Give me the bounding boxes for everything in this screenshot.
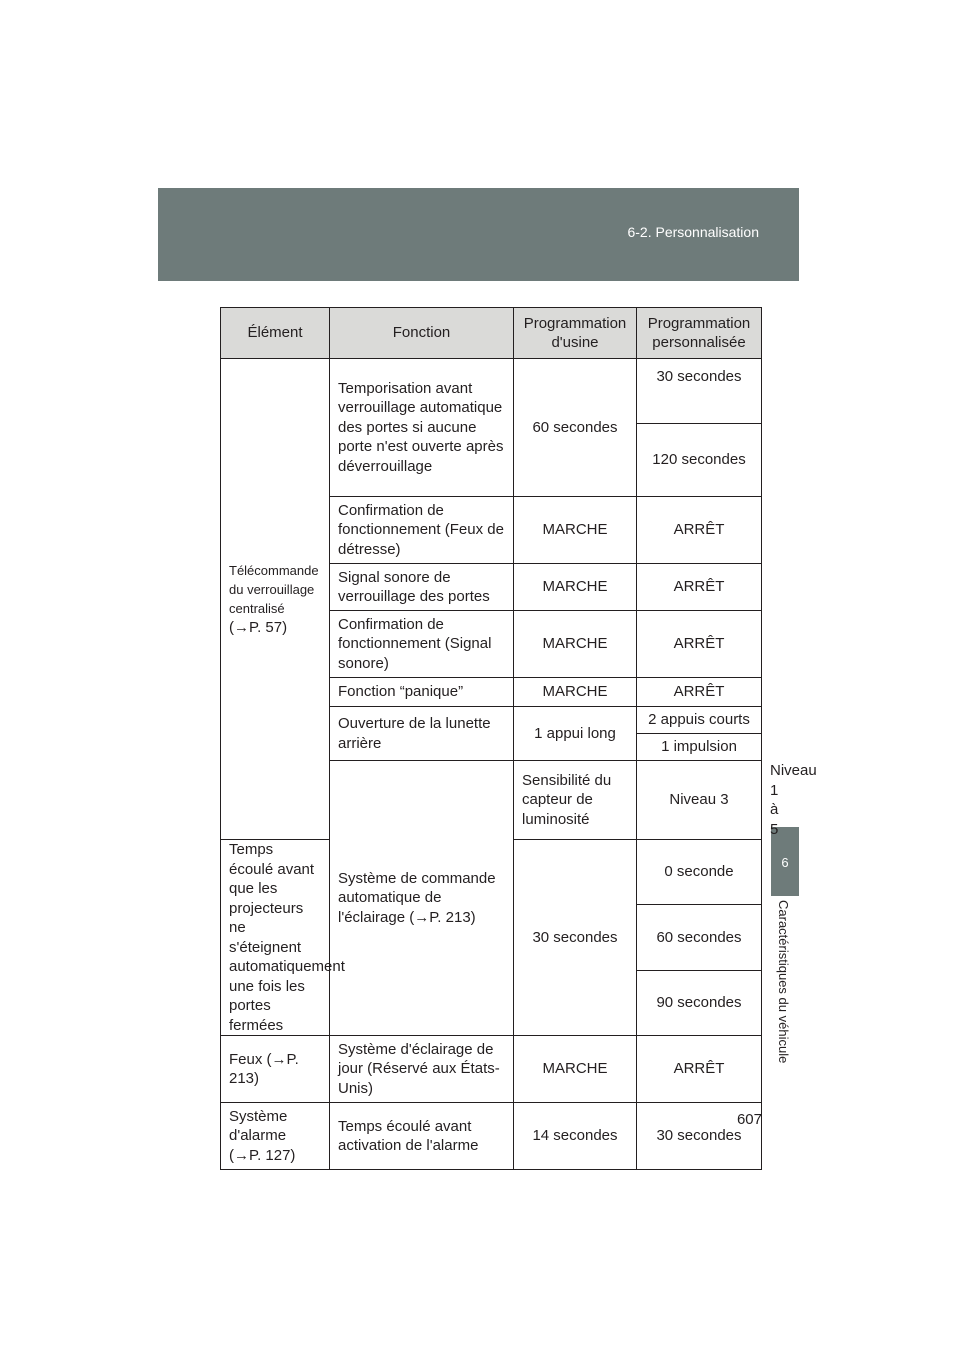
element-cell	[221, 359, 330, 840]
custom-cell: 30 secondes	[637, 359, 762, 424]
element-reference: (→P. 57)	[229, 619, 288, 636]
column-header-function: Fonction	[330, 308, 514, 359]
function-cell: Temps écoulé avant activation de l'alarme	[330, 1103, 514, 1170]
table-row	[221, 1103, 762, 1170]
function-cell: Ouverture de la lunette arrière	[330, 707, 514, 761]
table-row	[221, 359, 762, 424]
custom-cell: 0 seconde	[637, 840, 762, 905]
custom-cell: 2 appuis courts	[637, 707, 762, 734]
custom-cell: ARRÊT	[637, 678, 762, 707]
function-cell: Fonction “panique”	[330, 678, 514, 707]
custom-cell: ARRÊT	[637, 497, 762, 564]
factory-cell: Niveau 3	[637, 761, 762, 840]
chapter-side-label	[770, 900, 800, 1090]
custom-cell: ARRÊT	[637, 564, 762, 611]
function-cell: Temporisation avant verrouillage automatique des portes si aucune porte n'est ouverte après déverrouillage	[330, 359, 514, 497]
element-cell: Système de commande automatique de l'éclairage (→P. 213)	[330, 761, 514, 1036]
table-row	[221, 1036, 762, 1103]
factory-cell: MARCHE	[514, 678, 637, 707]
factory-cell: 60 secondes	[514, 359, 637, 497]
function-cell: Signal sonore de verrouillage des portes	[330, 564, 514, 611]
function-cell: Temps écoulé avant que les projecteurs ne s'éteignent automatiquement une fois les portes fermées	[221, 840, 330, 1036]
element-cell: Système d'alarme (→P. 127)	[221, 1103, 330, 1170]
factory-cell: 30 secondes	[514, 840, 637, 1036]
section-title: 6-2. Personnalisation	[627, 224, 759, 240]
column-header-custom: Programmation personnalisée	[637, 308, 762, 359]
page-number: 607	[736, 1111, 762, 1128]
factory-cell: 14 secondes	[514, 1103, 637, 1170]
table-row: Système de commande automatique de l'éclairage (→P. 213) Sensibilité du capteur de luminosité Niveau 3 Niveau 1 à	[221, 761, 762, 840]
custom-cell: 120 secondes	[637, 424, 762, 497]
function-cell: Confirmation de fonctionnement (Signal sonore)	[330, 611, 514, 678]
column-header-element: Élément	[221, 308, 330, 359]
chapter-number: 6	[781, 855, 789, 870]
custom-cell: ARRÊT	[637, 611, 762, 678]
chapter-label: Caractéristiques du véhicule	[776, 900, 791, 1064]
custom-cell: 1 impulsion	[637, 734, 762, 761]
factory-cell: MARCHE	[514, 611, 637, 678]
element-line: Télécommande	[229, 563, 319, 578]
factory-cell: MARCHE	[514, 497, 637, 564]
custom-cell: ARRÊT	[637, 1036, 762, 1103]
element-line: du verrouillage	[229, 582, 315, 597]
custom-cell: 30 secondes	[637, 1103, 762, 1170]
element-cell: Feux (→P. 213)	[221, 1036, 330, 1103]
section-header-bar	[158, 188, 799, 281]
column-header-factory: Programmation d'usine	[514, 308, 637, 359]
table-header-row	[221, 308, 762, 359]
function-cell: Sensibilité du capteur de luminosité	[514, 761, 637, 840]
element-line: centralisé	[229, 601, 285, 616]
factory-cell: 1 appui long	[514, 707, 637, 761]
factory-cell: MARCHE	[514, 564, 637, 611]
custom-cell: 60 secondes	[637, 905, 762, 970]
function-cell: Système d'éclairage de jour (Réservé aux États-Unis)	[330, 1036, 514, 1103]
function-cell: Confirmation de fonctionnement (Feux de détresse)	[330, 497, 514, 564]
factory-cell: MARCHE	[514, 1036, 637, 1103]
custom-cell: 90 secondes	[637, 970, 762, 1035]
